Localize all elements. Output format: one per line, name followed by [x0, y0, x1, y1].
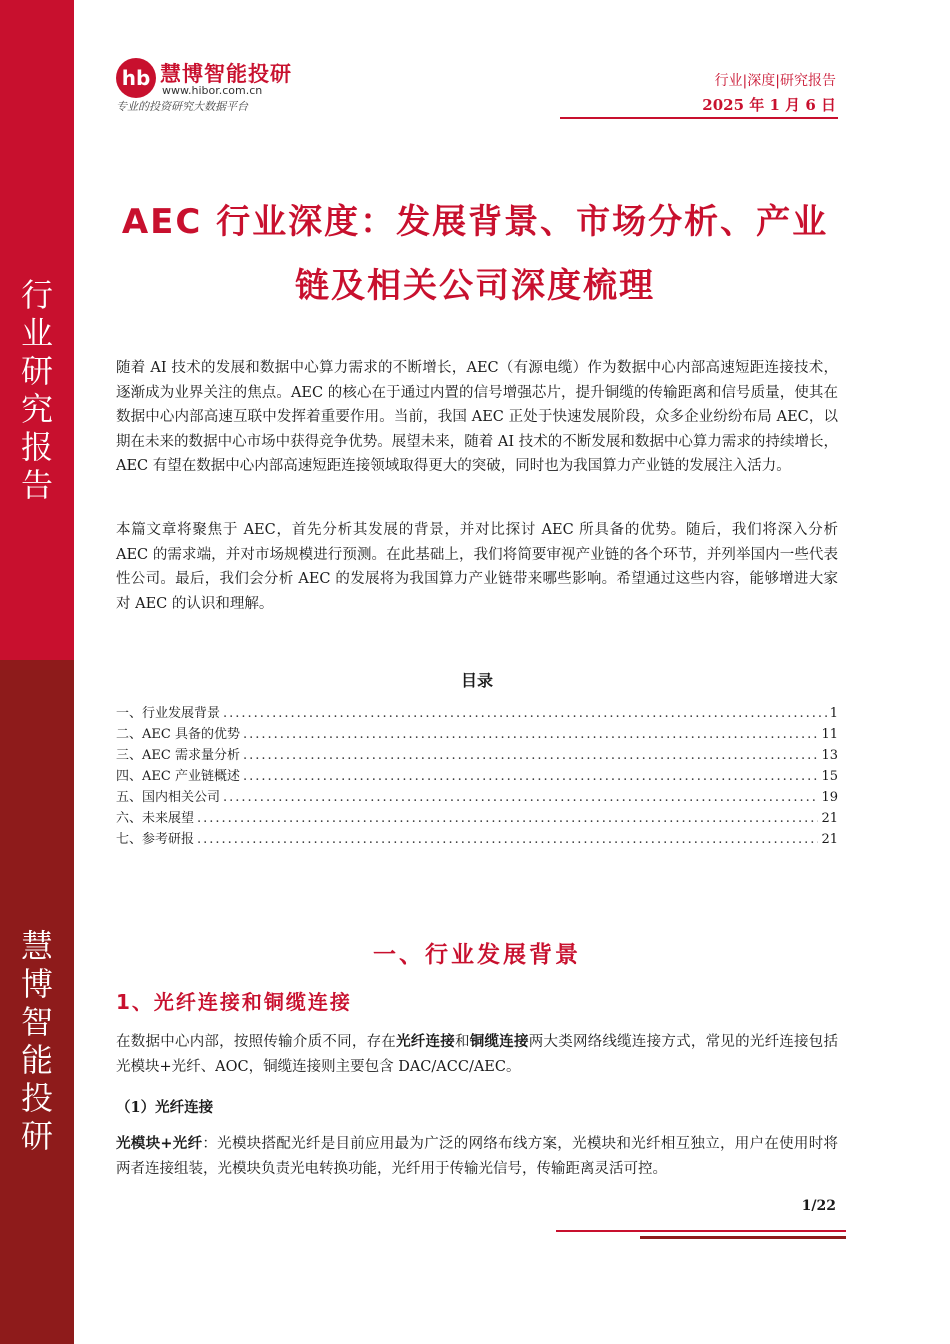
report-date: 2025 年 1 月 6 日	[702, 96, 836, 114]
page-number: 1/22	[801, 1198, 836, 1214]
logo-mark-icon: hb	[116, 58, 156, 98]
toc-entry[interactable]: 一、行业发展背景 ..... 1	[116, 702, 838, 723]
toc-entry[interactable]: 五、国内相关公司 ..... 19	[116, 786, 838, 807]
table-of-contents	[116, 702, 838, 849]
brand-slogan: 专业的投资研究大数据平台	[116, 100, 248, 113]
brand-url: www.hibor.com.cn	[162, 84, 263, 97]
footer-divider-accent	[640, 1236, 846, 1239]
toc-title: 目录	[460, 671, 493, 690]
minor-heading: （1）光纤连接	[116, 1099, 214, 1116]
toc-entry[interactable]: 三、AEC 需求量分析 ..... 13	[116, 744, 838, 765]
sidebar-brand-label: 慧 博 智 能 投 研	[20, 927, 53, 1155]
brand-name: 慧博智能投研	[160, 62, 292, 86]
report-category: 行业|深度|研究报告	[714, 73, 836, 89]
intro-paragraph-2: 本篇文章将聚焦于 AEC，首先分析其发展的背景，并对比探讨 AEC 所具备的优势。随后，我们将深入分析 AEC 的需求端，并对市场规模进行预测。在此基础上，我们将简要审视产业链的各个环节，并列举国内一些代表性公司。最后，我们会分析 AEC 的发展将为我国算力产业链带来哪些影响。希望通过这些内容，能够增进大家对 AEC 的认识和理解。	[116, 522, 838, 612]
brand-logo	[116, 56, 316, 112]
footer-divider	[556, 1230, 846, 1232]
section-paragraph-1: 在数据中心内部，按照传输介质不同，存在光纤连接和铜缆连接两大类网络线缆连接方式，常见的光纤连接包括光模块+光纤、AOC，铜缆连接则主要包含 DAC/ACC/AEC。	[116, 1033, 839, 1075]
toc-entry[interactable]: 二、AEC 具备的优势 ..... 11	[116, 723, 838, 744]
header-divider	[560, 117, 838, 119]
subsection-heading: 1、光纤连接和铜缆连接	[116, 990, 352, 1014]
section-paragraph-2: 光模块+光纤：光模块搭配光纤是目前应用最为广泛的网络布线方案，光模块和光纤相互独立，用户在使用时将两者连接组装，光模块负责光电转换功能，光纤用于传输光信号，传输距离灵活可控。	[116, 1135, 838, 1177]
intro-paragraph-1: 随着 AI 技术的发展和数据中心算力需求的不断增长，AEC（有源电缆）作为数据中心内部高速短距连接技术，逐渐成为业界关注的焦点。AEC 的核心在于通过内置的信号增强芯片，提升铜缆的传输距离和信号质量，使其在数据中心内部高速互联中发挥着重要作用。当前，我国 AEC 正处于快速发展阶段，众多企业纷纷布局 AEC，以期在未来的数据中心市场中获得竞争优势。展望未来，随着 AI 技术的不断发展和数据中心算力需求的持续增长，AEC 有望在数据中心内部高速短距连接领域取得更大的突破，同时也为我国算力产业链的发展注入活力。	[116, 360, 838, 474]
sidebar-report-type-label: 行 业 研 究 报 告	[20, 276, 53, 504]
toc-entry[interactable]: 七、参考研报 ..... 21	[116, 828, 838, 849]
report-title	[110, 190, 840, 318]
title-line-1: AEC 行业深度：发展背景、市场分析、产业	[121, 202, 829, 242]
report-header-meta	[702, 70, 836, 115]
toc-entry[interactable]: 四、AEC 产业链概述 ..... 15	[116, 765, 838, 786]
title-line-2: 链及相关公司深度梳理	[295, 266, 655, 306]
section-heading: 一、行业发展背景	[373, 942, 581, 968]
toc-entry[interactable]: 六、未来展望 ..... 21	[116, 807, 838, 828]
